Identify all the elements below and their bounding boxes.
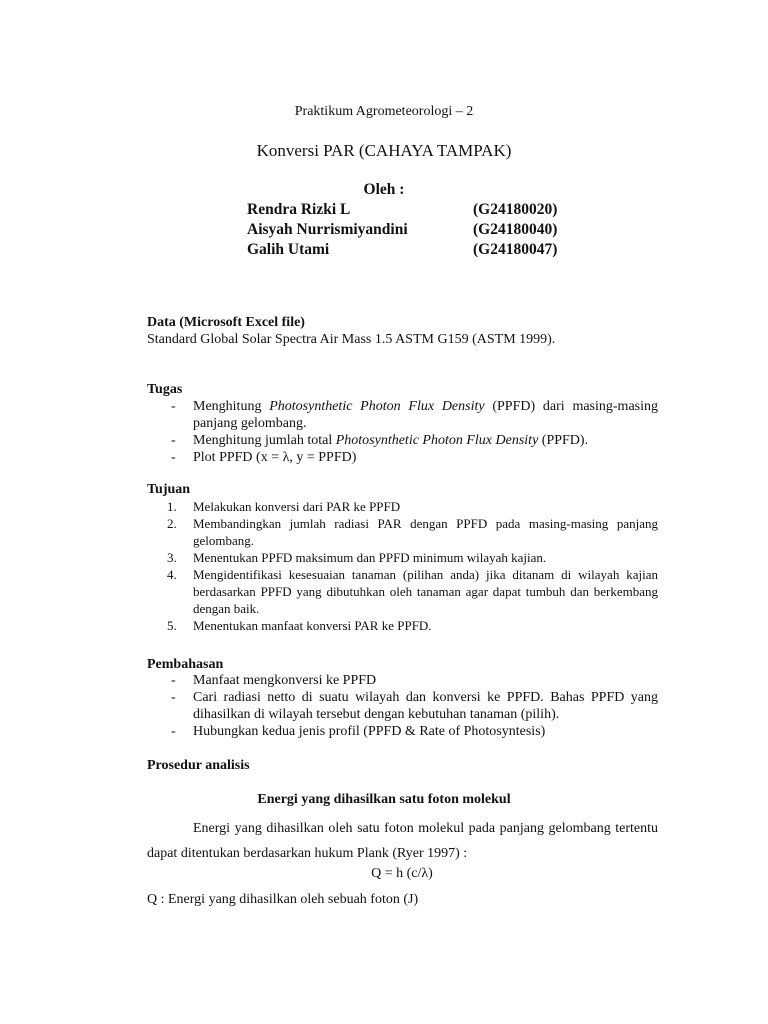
list-item bbox=[147, 515, 658, 549]
item-text: Menentukan PPFD maksimum dan PPFD minimum wilayah kajian. bbox=[193, 550, 547, 565]
by-label: Oleh : bbox=[363, 181, 405, 198]
list-item bbox=[147, 723, 658, 740]
item-text: Membandingkan jumlah radiasi PAR dengan PPFD pada masing-masing panjang gelombang. bbox=[193, 516, 658, 548]
list-marker: - bbox=[171, 673, 176, 688]
item-text: Cari radiasi netto di suatu wilayah dan konversi ke PPFD. Bahas PPFD yang dihasilkan di wilayah tersebut dengan kebutuhan tanaman (pilih). bbox=[193, 690, 658, 722]
item-text: Mengidentifikasi kesesuaian tanaman (pilihan anda) jika ditanam di wilayah kajian berdasarkan PPFD yang dibutuhkan oleh tanaman agar dapat tumbuh dan berkembang dengan baik. bbox=[193, 567, 658, 616]
list-item bbox=[147, 498, 658, 515]
item-text: Menghitung bbox=[193, 399, 270, 414]
data-text: Standard Global Solar Spectra Air Mass 1.5 ASTM G159 (ASTM 1999). bbox=[147, 332, 556, 347]
item-text: Manfaat mengkonversi ke PPFD bbox=[193, 673, 377, 688]
tujuan-list bbox=[147, 498, 658, 634]
list-item bbox=[147, 617, 658, 634]
prosedur-subheading: Energi yang dihasilkan satu foton molekul bbox=[257, 792, 511, 807]
author-id: (G24180040) bbox=[473, 221, 558, 238]
pembahasan-heading: Pembahasan bbox=[147, 657, 224, 672]
list-marker: - bbox=[171, 724, 176, 739]
tujuan-heading: Tujuan bbox=[147, 482, 191, 497]
prosedur-heading: Prosedur analisis bbox=[147, 758, 250, 773]
item-text: Melakukan konversi dari PAR ke PPFD bbox=[193, 499, 401, 514]
list-item bbox=[147, 549, 658, 566]
list-item bbox=[147, 449, 658, 466]
list-item bbox=[147, 432, 658, 449]
item-text: (PPFD) dari masing-masing panjang gelombang. bbox=[193, 399, 659, 431]
plank-formula: Q = h (c/λ) bbox=[371, 866, 433, 881]
list-marker: - bbox=[171, 433, 176, 448]
list-marker: 2. bbox=[167, 516, 177, 531]
pembahasan-list bbox=[147, 672, 658, 740]
author-name: Galih Utami bbox=[247, 241, 330, 258]
list-marker: 4. bbox=[167, 567, 177, 582]
tugas-list bbox=[147, 398, 658, 466]
item-text: (PPFD). bbox=[538, 433, 589, 448]
list-item bbox=[147, 689, 658, 723]
list-marker: - bbox=[171, 450, 176, 465]
formula-definition: Q : Energi yang dihasilkan oleh sebuah foton (J) bbox=[147, 892, 419, 907]
item-text: Menghitung jumlah total bbox=[193, 433, 336, 448]
list-marker: 1. bbox=[167, 499, 177, 514]
author-name: Rendra Rizki L bbox=[247, 201, 351, 218]
author-name: Aisyah Nurrismiyandini bbox=[247, 221, 408, 238]
list-marker: 3. bbox=[167, 550, 177, 565]
list-item bbox=[147, 398, 658, 432]
prosedur-paragraph: Energi yang dihasilkan oleh satu foton molekul pada panjang gelombang tertentu dapat ditentukan berdasarkan hukum Plank (Ryer 1997) : bbox=[147, 821, 658, 861]
item-text: Hubungkan kedua jenis profil (PPFD & Rate of Photosyntesis) bbox=[193, 724, 546, 739]
list-marker: - bbox=[171, 399, 176, 414]
item-text: Plot PPFD (x = λ, y = PPFD) bbox=[193, 450, 357, 465]
item-text: Menentukan manfaat konversi PAR ke PPFD. bbox=[193, 618, 432, 633]
tugas-heading: Tugas bbox=[147, 382, 183, 397]
course-title: Praktikum Agrometeorologi – 2 bbox=[294, 104, 474, 119]
list-item bbox=[147, 566, 658, 617]
author-id: (G24180047) bbox=[473, 241, 558, 258]
list-marker: - bbox=[171, 690, 176, 705]
author-id: (G24180020) bbox=[473, 201, 558, 218]
list-item bbox=[147, 672, 658, 689]
item-emphasis: Photosynthetic Photon Flux Density bbox=[335, 433, 539, 448]
item-emphasis: Photosynthetic Photon Flux Density bbox=[269, 399, 485, 414]
document-title: Konversi PAR (CAHAYA TAMPAK) bbox=[256, 141, 512, 160]
data-heading: Data (Microsoft Excel file) bbox=[147, 315, 305, 330]
list-marker: 5. bbox=[167, 618, 177, 633]
